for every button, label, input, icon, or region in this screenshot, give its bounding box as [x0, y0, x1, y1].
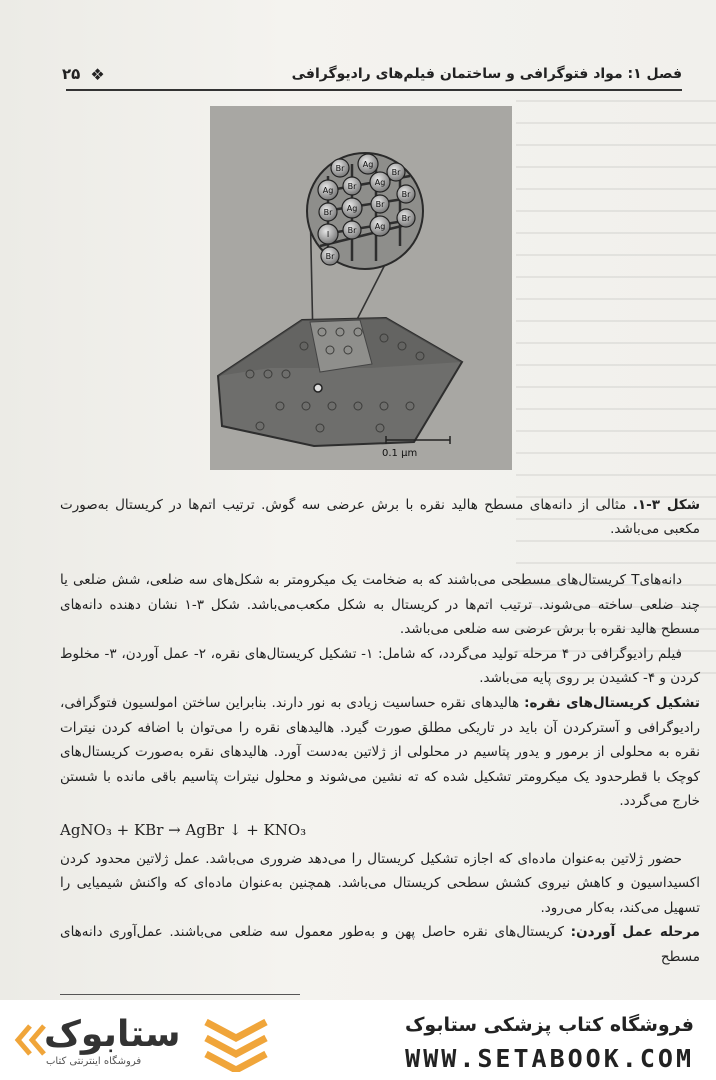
atom-label: Ag [322, 186, 334, 195]
atom-label: Ag [374, 178, 386, 187]
website-link[interactable]: WWW.SETABOOK.COM [405, 1044, 694, 1073]
scale-label: 0.1 µm [382, 448, 418, 459]
logo-text: ستابوک [44, 1014, 181, 1055]
paragraph-2: فیلم رادیوگرافی در ۴ مرحله تولید می‌گردد، که شامل: ۱- تشکیل کریستال‌های نقره، ۲- عمل آوردن، ۳- مخلوط کردن و ۴- کشیدن بر روی پایه می‌باشد. [60, 645, 700, 687]
paragraph-4: حضور ژلاتین به‌عنوان ماده‌ای که اجازه تشکیل کریستال را می‌دهد ضروری می‌باشد. عمل ژلاتین محدود کردن اکسیداسیون و کاهش نیروی کشش سطحی کریستال می‌باشد. همچنین به‌عنوان ماده‌ای که واکنش شیمیایی را تسهیل می‌کند، به‌کار می‌رود. [60, 850, 700, 916]
atom-label: Ag [374, 222, 386, 231]
paragraph-5: مرحله عمل آوردن: کریستال‌های نقره حاصل پهن و به‌طور معمول سه ضلعی می‌باشند. عمل‌آوری دانه‌های مسطح [60, 924, 701, 965]
store-name: فروشگاه کتاب پزشکی ستابوک [404, 1014, 694, 1036]
atom-label: Ag [362, 160, 374, 169]
store-logo[interactable] [12, 1016, 202, 1070]
paragraph-3: تشکیل کریستال‌های نقره: هالیدهای نقره حساسیت زیادی به نور دارند. بنابراین ساختن امولسیون فتوگرافی، رادیوگرافی و آسترکردن آن باید در تاریکی مطلق صورت گیرد. هالیدهای نقره را می‌توان با اضافه کردن نیترات نقره به محلولی از برمور و یدور پتاسیم در محلولی از ژلاتین به‌دست آورد. هالیدهای نقره به‌صورت کریستال‌های کوچک با قطرحدود یک میکرومتر تشکیل شده که ته نشین می‌شوند و محلول نیترات پتاسیم باقی مانده با شستن خارج می‌گردد. [60, 694, 700, 810]
paragraph-3-heading: تشکیل کریستال‌های نقره: [524, 694, 700, 711]
ornament-icon: ❖ [90, 64, 105, 84]
chemical-equation: AgNO₃ + KBr → AgBr ↓ + KNO₃ [60, 820, 307, 839]
atom-label: Br [401, 214, 411, 223]
atom-label: Br [325, 252, 335, 261]
atom-label: Ag [346, 204, 358, 213]
running-header [62, 60, 682, 88]
watermark-banner [0, 1000, 716, 1080]
figure-crystal-illustration [210, 106, 512, 470]
header-rule [66, 89, 682, 91]
caption-text: مثالی از دانه‌های مسطح هالید نقره با برش عرضی سه گوش. ترتیب اتم‌ها در کریستال به‌صورت مکعبی می‌باشد. [60, 497, 700, 537]
atom-label: Br [347, 182, 357, 191]
crystal-diagram [210, 106, 512, 470]
atom-label: Br [375, 200, 385, 209]
paragraph-5-heading: مرحله عمل آوردن: [570, 924, 701, 941]
atom-label: Br [335, 164, 345, 173]
book-chevron-icon [200, 1014, 272, 1072]
caption-label: شکل ۳-۱. [632, 497, 700, 513]
atom-label: Br [391, 168, 401, 177]
logo-subtitle: فروشگاه اینترنتی کتاب [46, 1056, 142, 1067]
figure-caption [60, 493, 700, 541]
footnote-rule [60, 994, 300, 995]
chapter-title: فصل ۱: مواد فتوگرافی و ساختمان فیلم‌های رادیوگرافی [291, 66, 682, 82]
atom-label: Br [323, 208, 333, 217]
zoom-point [314, 384, 322, 392]
atom-label: Br [347, 226, 357, 235]
paragraph-1: دانه‌هایT کریستال‌های مسطحی می‌باشند که به ضخامت یک میکرومتر به شکل‌های سه ضلعی، شش ضلعی یا چند ضلعی ساخته می‌شوند. ترتیب اتم‌ها در کریستال به شکل مکعب‌می‌باشد. شکل ۳-۱ نشان دهنده دانه‌های مسطح هالید نقره با برش عرضی سه ضلعی می‌باشد. [60, 572, 700, 638]
body-text [60, 568, 700, 970]
atom-label: I [326, 230, 330, 239]
page-number: ۲۵ [62, 65, 81, 83]
atom-label: Br [401, 190, 411, 199]
